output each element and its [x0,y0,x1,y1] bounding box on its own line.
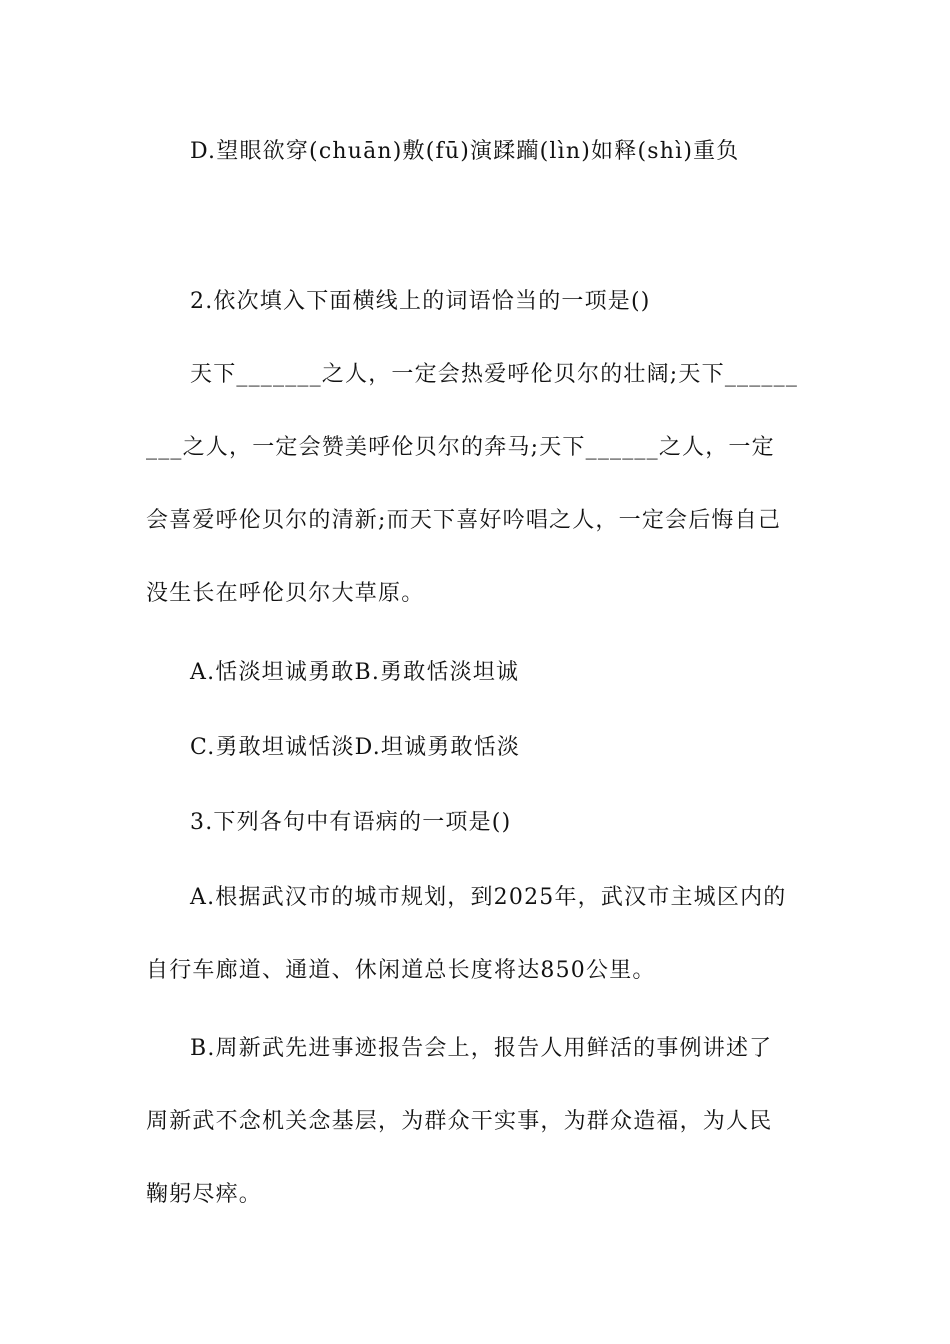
q3-option-b-line-3: 鞠躬尽瘁。 [146,1182,263,1207]
q2-passage-line-1: 天下_______之人，一定会热爱呼伦贝尔的壮阔;天下______ [190,362,799,387]
q2-passage-line-4: 没生长在呼伦贝尔大草原。 [146,581,425,606]
q3-option-b-line-2: 周新武不念机关念基层，为群众干实事，为群众造福，为人民 [146,1109,773,1134]
q2-options-ab: A.恬淡坦诚勇敢B.勇敢恬淡坦诚 [190,660,520,685]
q2-options-cd: C.勇敢坦诚恬淡D.坦诚勇敢恬淡 [190,735,521,760]
q3-option-a-line-2: 自行车廊道、通道、休闲道总长度将达850公里。 [146,958,656,983]
q1-option-d: D.望眼欲穿(chuān)敷(fū)演蹂躏(lìn)如释(shì)重负 [190,139,740,164]
q3-option-b-line-1: B.周新武先进事迹报告会上，报告人用鲜活的事例讲述了 [190,1036,773,1061]
q2-passage-line-3: 会喜爱呼伦贝尔的清新;而天下喜好吟唱之人，一定会后悔自己 [146,508,782,533]
q2-passage-line-2: ___之人，一定会赞美呼伦贝尔的奔马;天下______之人，一定 [146,435,775,460]
q3-stem: 3.下列各句中有语病的一项是() [190,810,512,835]
q3-option-a-line-1: A.根据武汉市的城市规划，到2025年，武汉市主城区内的 [190,885,787,910]
q2-stem: 2.依次填入下面横线上的词语恰当的一项是() [190,289,651,314]
